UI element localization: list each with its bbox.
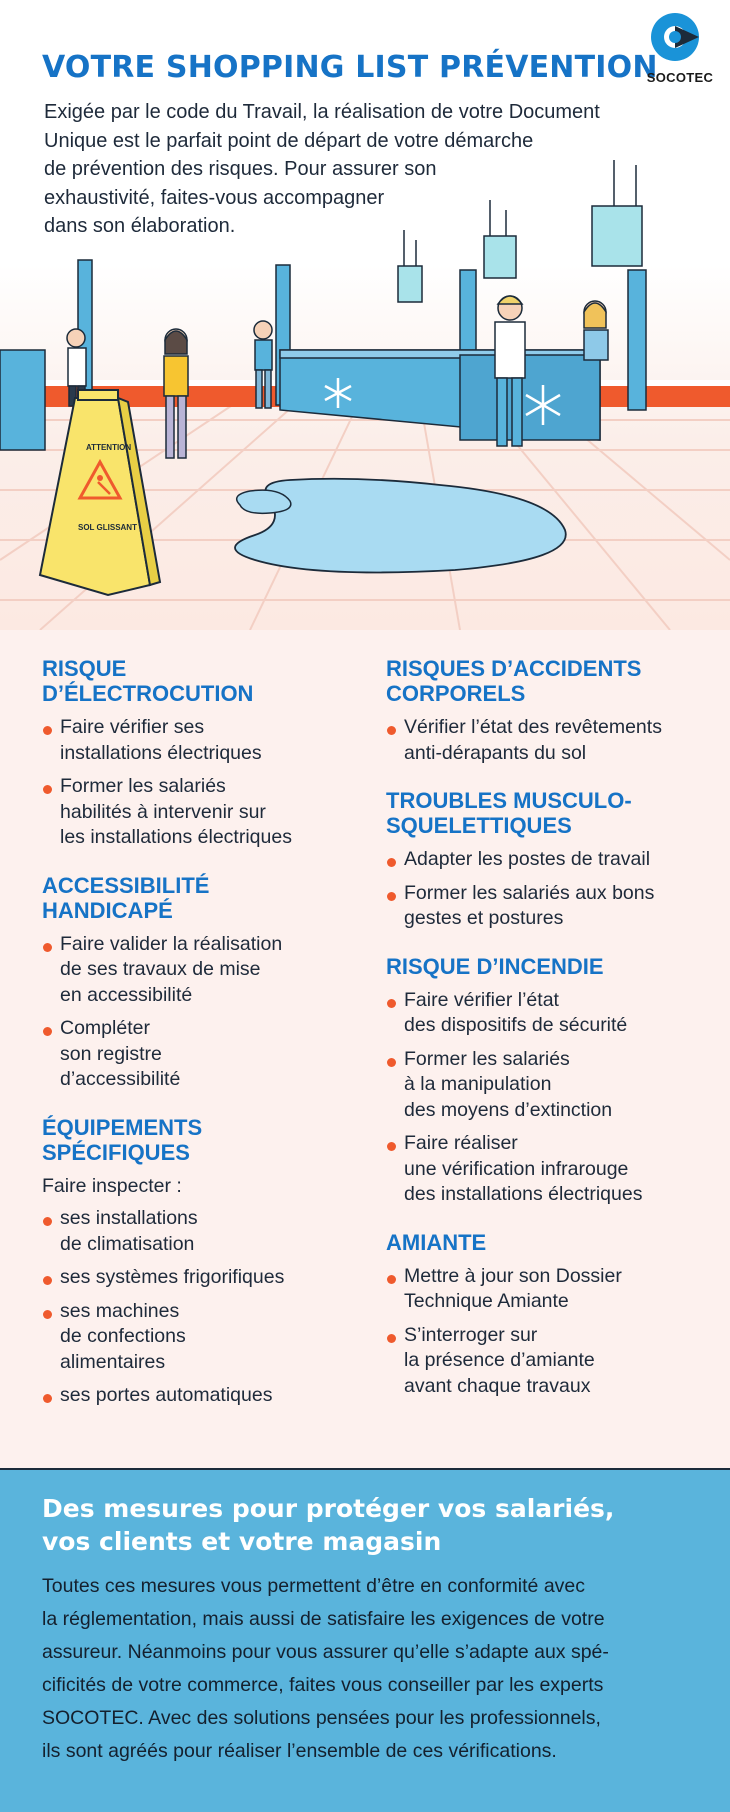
bullet-dot-icon <box>43 1276 52 1285</box>
list-item-text: Mettre à jour son Dossier Technique Amiante <box>404 1264 622 1312</box>
risk-section <box>386 656 716 766</box>
risk-section <box>386 1230 716 1400</box>
bullet-dot-icon <box>43 1394 52 1403</box>
list-item <box>42 932 342 1009</box>
list-item <box>386 988 716 1039</box>
risk-section <box>42 656 342 851</box>
risk-section-title: AMIANTE <box>386 1229 487 1255</box>
list-item-text: Former les salariés aux bons gestes et postures <box>404 881 655 929</box>
list-item-text: Former les salariés à la manipulation des moyens d’extinction <box>404 1047 613 1121</box>
bullet-dot-icon <box>387 1334 396 1343</box>
risk-item-list <box>42 715 342 851</box>
list-item <box>42 715 342 766</box>
store-illustration <box>0 0 730 630</box>
footer-paragraph: Toutes ces mesures vous permettent d’être en conformité avec la réglementation, mais aussi de satisfaire les exigences de votre assureur. Néanmoins pour vous assurer qu’elle s’adapte aux spé- cificités de votre commerce, faites vous conseiller par les experts SOCOTEC. Avec des solutions pensées pour les professionnels, ils sont agréés pour réaliser l’ensemble de ces vérifications. <box>42 1575 609 1762</box>
list-item <box>386 1131 716 1208</box>
bullet-dot-icon <box>43 785 52 794</box>
list-item-text: Faire valider la réalisation de ses travaux de mise en accessibilité <box>60 932 283 1006</box>
list-item-text: S’interroger sur la présence d’amiante avant chaque travaux <box>404 1323 595 1397</box>
list-item <box>42 1206 342 1257</box>
risk-section-title: ÉQUIPEMENTS SPÉCIFIQUES <box>42 1114 203 1165</box>
footer-title: Des mesures pour protéger vos salariés, vos clients et votre magasin <box>42 1494 615 1556</box>
list-item <box>386 1323 716 1400</box>
list-item-text: Faire réaliser une vérification infrarouge des installations électriques <box>404 1132 643 1205</box>
intro-paragraph: Exigée par le code du Travail, la réalisation de votre Document Unique est le parfait point de départ de votre démarche de prévention des risques. Pour assurer son exhaustivité, faites-vous accompagner dans son élaboration. <box>44 101 600 237</box>
brand-logo[interactable] <box>640 12 720 87</box>
risk-item-list <box>386 988 716 1208</box>
list-item-text: Vérifier l’état des revêtements anti-dérapants du sol <box>404 716 662 764</box>
bullet-dot-icon <box>387 1058 396 1067</box>
risk-item-list <box>386 715 716 766</box>
bullet-dot-icon <box>387 858 396 867</box>
water-puddle-icon <box>235 479 566 573</box>
list-item-text: Adapter les postes de travail <box>404 848 651 870</box>
risk-section-title: RISQUES D’ACCIDENTS CORPORELS <box>386 656 642 706</box>
hero-section <box>0 0 730 630</box>
risk-item-list <box>386 1264 716 1400</box>
risk-section-title: ACCESSIBILITÉ HANDICAPÉ <box>42 872 210 923</box>
bullet-dot-icon <box>387 999 396 1008</box>
risk-section-title: TROUBLES MUSCULO- SQUELETTIQUES <box>386 788 632 838</box>
bullet-dot-icon <box>43 1310 52 1319</box>
bullet-dot-icon <box>43 726 52 735</box>
list-item-text: ses systèmes frigorifiques <box>60 1266 285 1288</box>
sign-attention-text: ATTENTION <box>86 443 132 452</box>
risk-section <box>42 1115 342 1409</box>
page-title: VOTRE SHOPPING LIST PRÉVENTION <box>42 50 658 85</box>
list-item-text: Compléter son registre d’accessibilité <box>60 1017 181 1090</box>
list-item-text: ses machines de confections alimentaires <box>60 1299 186 1373</box>
list-item <box>42 774 342 851</box>
bullet-dot-icon <box>387 1275 396 1284</box>
risks-section <box>0 630 730 1470</box>
risk-section <box>386 788 716 932</box>
list-item <box>386 847 716 873</box>
risk-item-list <box>42 1206 342 1409</box>
bullet-dot-icon <box>43 1217 52 1226</box>
list-item <box>42 1265 342 1291</box>
list-item <box>42 1383 342 1409</box>
list-item <box>42 1016 342 1093</box>
bullet-dot-icon <box>387 892 396 901</box>
list-item-text: Former les salariés habilités à intervenir sur les installations électriques <box>60 775 292 848</box>
list-item-text: Faire vérifier l’état des dispositifs de sécurité <box>404 988 628 1036</box>
footer-banner <box>0 1468 730 1812</box>
sign-slippery-text: SOL GLISSANT <box>78 523 137 532</box>
bullet-dot-icon <box>43 943 52 952</box>
list-item-text: ses installations de climatisation <box>60 1207 198 1255</box>
socotec-logo-icon <box>650 12 700 62</box>
list-item-text: Faire vérifier ses installations électriques <box>60 716 262 764</box>
risk-section-lead: Faire inspecter : <box>42 1174 182 1197</box>
risk-section-title: RISQUE D’ÉLECTROCUTION <box>42 656 254 706</box>
list-item <box>386 715 716 766</box>
list-item <box>386 881 716 932</box>
risk-section <box>386 954 716 1208</box>
left-column <box>42 656 342 1431</box>
bullet-dot-icon <box>387 726 396 735</box>
risk-section-title: RISQUE D’INCENDIE <box>386 953 604 979</box>
list-item <box>386 1264 716 1315</box>
risk-item-list <box>42 932 342 1093</box>
list-item <box>386 1047 716 1124</box>
bullet-dot-icon <box>43 1027 52 1036</box>
bullet-dot-icon <box>387 1142 396 1151</box>
risk-section <box>42 873 342 1093</box>
risk-item-list <box>386 847 716 932</box>
logo-wordmark: SOCOTEC <box>646 70 714 85</box>
list-item-text: ses portes automatiques <box>60 1384 273 1406</box>
list-item <box>42 1299 342 1376</box>
right-column <box>386 656 716 1421</box>
